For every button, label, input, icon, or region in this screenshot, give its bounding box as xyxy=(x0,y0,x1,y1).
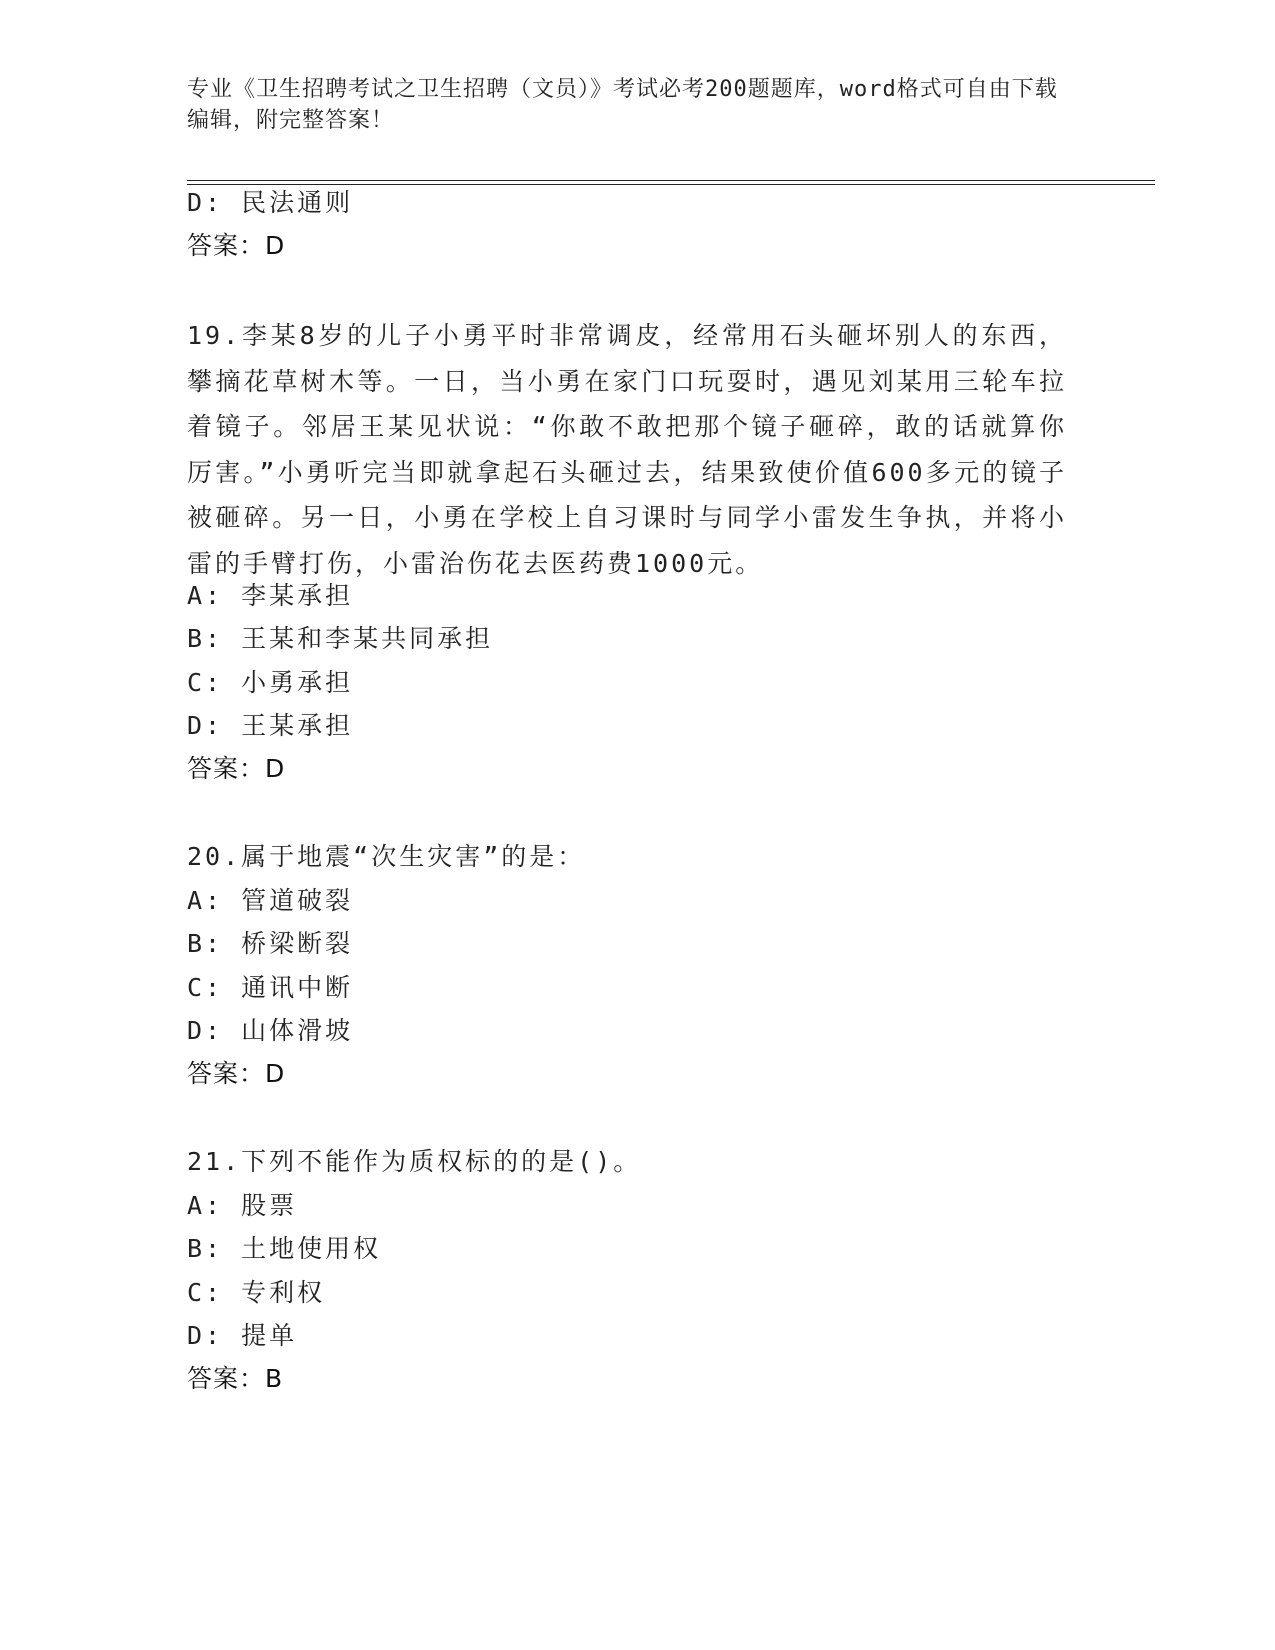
q19-stem: 19.李某8岁的儿子小勇平时非常调皮，经常用石头砸坏别人的东西，攀摘花草树木等。一日，当小勇在家门口玩耍时，遇见刘某用三轮车拉着镜子。邻居王某见状说：“你敢不敢把那个镜子砸碎，敢的话就算你厉害。”小勇听完当即就拿起石头砸过去，结果致使价值600多元的镜子被砸碎。另一日，小勇在学校上自习课时与同学小雷发生争执，并将小雷的手臂打伤，小雷治伤花去医药费1000元。 xyxy=(187,321,1067,578)
q20-option-c: C: 通讯中断 xyxy=(187,973,354,1002)
q19-answer: 答案：D xyxy=(187,754,286,783)
q21-option-a: A: 股票 xyxy=(187,1191,298,1220)
q19-option-d: D: 王某承担 xyxy=(187,711,354,740)
q19-option-b: B: 王某和李某共同承担 xyxy=(187,624,494,653)
q19-option-a: A: 李某承担 xyxy=(187,581,354,610)
q18-answer: 答案：D xyxy=(187,231,286,260)
q20-answer: 答案：D xyxy=(187,1059,286,1088)
q21-stem: 21.下列不能作为质权标的的是()。 xyxy=(187,1147,642,1176)
q21-answer: 答案：B xyxy=(187,1364,284,1393)
q21-option-c: C: 专利权 xyxy=(187,1278,326,1307)
q21-option-d: D: 提单 xyxy=(187,1321,298,1350)
q20-option-b: B: 桥梁断裂 xyxy=(187,929,354,958)
q18-option-d: D: 民法通则 xyxy=(187,188,354,217)
document-header: 专业《卫生招聘考试之卫生招聘（文员）》考试必考200题题库，word格式可自由下载编辑，附完整答案！ xyxy=(187,77,1058,133)
q21-option-b: B: 土地使用权 xyxy=(187,1234,382,1263)
q20-option-a: A: 管道破裂 xyxy=(187,886,354,915)
q19-option-c: C: 小勇承担 xyxy=(187,668,354,697)
q20-stem: 20.属于地震“次生灾害”的是： xyxy=(187,842,586,871)
q20-option-d: D: 山体滑坡 xyxy=(187,1016,354,1045)
